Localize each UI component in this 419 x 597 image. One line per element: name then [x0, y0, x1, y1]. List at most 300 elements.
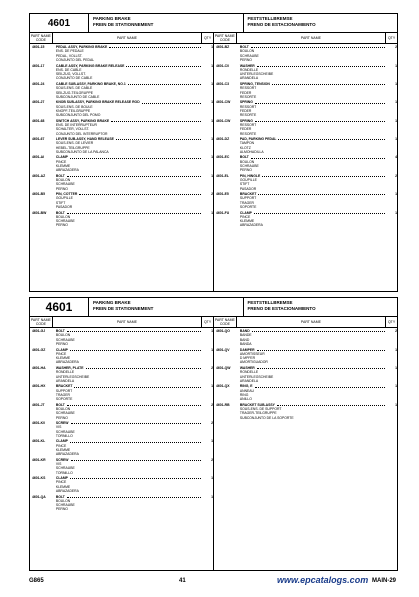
part-name-translation: PASADOR [239, 186, 257, 191]
part-names [240, 119, 387, 136]
part-name-text: BRACKET [239, 192, 257, 197]
part-row[interactable] [30, 192, 213, 209]
part-name-translation: RESSORT [239, 86, 257, 91]
title-line: PARKING BRAKE [93, 300, 131, 305]
part-name-text: BOLT [55, 329, 65, 334]
part-row[interactable] [30, 137, 213, 154]
part-name-translation: KLEMME [55, 164, 71, 169]
part-name-text: BRACKET SUB-ASSY [239, 402, 275, 407]
dot-leader [71, 421, 202, 424]
part-code: 4601-QO [216, 329, 230, 334]
part-name-translation: BOULON [55, 406, 71, 411]
part-names [56, 495, 203, 512]
part-code-header: PART NAME CODE [214, 318, 235, 326]
part-names [56, 82, 203, 99]
part-name-translation: RING [239, 392, 249, 397]
part-name-text: PEDAL ASSY, PARKING BRAKE [55, 45, 108, 50]
part-name-translation: ABRAZADERA [55, 452, 79, 457]
part-row[interactable] [30, 495, 213, 512]
part-names [56, 458, 203, 475]
part-name-text: BOLT [239, 45, 249, 50]
qty-header: QTY [387, 320, 396, 324]
title-de-es [244, 14, 398, 32]
dot-leader [74, 384, 201, 387]
part-names [56, 421, 203, 438]
dot-leader [278, 137, 385, 140]
part-name-translation: BOULON [55, 333, 71, 338]
part-qty: 2 [395, 329, 397, 334]
part-name-translation: CONJUNTO DE CABLE [55, 76, 93, 81]
part-name-translation: BOULON [55, 178, 71, 183]
part-row[interactable] [214, 211, 397, 228]
part-row[interactable] [30, 439, 213, 456]
part-name-translation: GOUPILLE [239, 178, 257, 183]
part-qty: 1 [211, 81, 213, 86]
part-name-header: PART NAME [53, 33, 202, 43]
part-qty: 1 [211, 476, 213, 481]
part-names [240, 403, 387, 420]
part-name-translation: SOUS-ENS. DE BOULE [55, 104, 93, 109]
part-row[interactable] [30, 329, 213, 346]
part-row[interactable] [30, 64, 213, 81]
part-row[interactable] [30, 45, 213, 62]
part-name-translation: PINCE [239, 214, 251, 219]
part-names [56, 439, 203, 456]
part-row[interactable] [214, 100, 397, 117]
part-name-translation: ARANDELA [239, 76, 259, 81]
part-name-translation: STIFT [239, 182, 250, 187]
part-code: 4601-KS [32, 476, 46, 481]
part-names [56, 155, 203, 172]
qty-header: QTY [387, 36, 396, 40]
part-code-header: PART NAME CODE [30, 34, 51, 42]
part-name-translation: RONDELLE [239, 67, 259, 72]
part-row[interactable] [214, 366, 397, 383]
part-name-header: PART NAME [237, 33, 386, 43]
part-name-translation: CONJUNTO DEL PEDAL [55, 58, 95, 63]
part-name-translation: PERNO [239, 168, 252, 173]
part-code: 4601-C3 [216, 81, 230, 86]
part-name-text: PIN, HINGLE [239, 173, 261, 178]
part-qty: 1 [211, 100, 213, 105]
model-code: G865 [29, 578, 44, 584]
part-name-text: WASHER [239, 365, 255, 370]
part-name-translation: RESSORT [239, 122, 257, 127]
part-name-translation: UNTERLEGSCHEIBE [55, 374, 90, 379]
part-names [56, 329, 203, 346]
part-name-translation: SOPORTE [55, 397, 73, 402]
part-name-translation: ABRAZADERA [55, 489, 79, 494]
part-row[interactable] [30, 403, 213, 420]
part-code: 4601-17 [32, 63, 45, 68]
qty-header: QTY [202, 33, 214, 43]
part-name-text: BRACKET [55, 384, 73, 389]
part-name-translation: SUPPORT [239, 196, 257, 201]
part-qty: 1 [211, 155, 213, 160]
part-name-text: KNOB SUB-ASSY, PARKING BRAKE RELEASE ROD [55, 100, 140, 105]
part-name-text: CABLE ASSY, PARKING BRAKE RELEASE [55, 63, 125, 68]
part-name-translation: RESORTE [239, 94, 257, 99]
part-name-translation: AMORTISSEUR [239, 351, 265, 356]
part-name-text: PIN, COTTER [55, 192, 78, 197]
dot-leader [86, 366, 202, 369]
parts-body [30, 328, 397, 570]
part-code: 4601-FU [216, 210, 230, 215]
part-names [240, 366, 387, 383]
part-name-text: BOLT [55, 210, 65, 215]
part-name-translation: BANDE [239, 333, 252, 338]
part-row[interactable] [214, 119, 397, 136]
part-code: 4601-CW [216, 118, 231, 123]
page-footer [29, 575, 396, 587]
section-header [30, 14, 397, 33]
part-name-text: LEVER SUB-ASSY, HAND RELEASE [55, 137, 114, 142]
part-row[interactable] [214, 155, 397, 172]
part-code: 4601-HX [32, 384, 46, 389]
section-header [30, 298, 397, 317]
part-qty: 1 [395, 137, 397, 142]
part-qty: 1 [211, 210, 213, 215]
dot-leader [109, 45, 201, 48]
part-row[interactable] [30, 174, 213, 191]
part-row[interactable] [214, 45, 397, 62]
part-name-text: SPRING [239, 118, 253, 123]
dot-leader [257, 64, 385, 67]
part-name-text: CABLE SUB-ASSY, PARKING BRAKE, NO.1 [55, 81, 126, 86]
part-row[interactable] [214, 174, 397, 191]
part-name-translation: KNOPF-TEILGRUPPE [55, 108, 91, 113]
part-names [240, 211, 387, 228]
part-row[interactable] [30, 211, 213, 228]
part-name-text: BOLT [55, 402, 65, 407]
part-name-translation: ABRAZADERA [55, 168, 79, 173]
part-code: 4601-EC [216, 155, 230, 160]
part-name-translation: RESORTE [239, 131, 257, 136]
part-names [56, 476, 203, 493]
part-name-translation: ARANDELA [239, 378, 259, 383]
part-name-translation: ENS. DE PEDALE [55, 49, 84, 54]
part-name-translation: PINCE [55, 443, 67, 448]
part-name-text: SCREW [55, 457, 69, 462]
dot-leader [272, 82, 385, 85]
part-code: 4601-C0 [216, 63, 230, 68]
column-headers [30, 317, 397, 328]
part-name-header: PART NAME [237, 317, 386, 327]
part-name-translation: FEDER [239, 108, 252, 113]
part-name-translation: KLEMME [55, 356, 71, 361]
part-names [240, 137, 387, 154]
part-qty: 4 [395, 155, 397, 160]
dot-leader [252, 329, 385, 332]
part-name-translation: TORNILLO [55, 433, 73, 438]
part-name-translation: RONDELLE [239, 370, 259, 375]
part-row[interactable] [214, 329, 397, 346]
part-qty: 1 [395, 100, 397, 105]
part-code: 4601-CW [216, 100, 231, 105]
part-name-translation: SCHRAUBE [55, 429, 75, 434]
part-name-translation: PERNO [239, 58, 252, 63]
part-qty: 1 [211, 173, 213, 178]
part-qty: 2 [211, 365, 213, 370]
part-qty: 2 [211, 402, 213, 407]
title-line: PARKING BRAKE [93, 16, 131, 21]
part-qty: 1 [211, 45, 213, 50]
part-qty: 2 [211, 192, 213, 197]
part-name-translation: UNTERLEGSCHEIBE [239, 72, 274, 77]
dot-leader [257, 366, 385, 369]
part-name-translation: ARANDELA [55, 378, 75, 383]
part-names [240, 45, 387, 62]
part-row[interactable] [214, 192, 397, 209]
part-qty: 1 [395, 384, 397, 389]
part-name-translation: PEDAL, VOLLST. [55, 53, 83, 58]
part-names [56, 45, 203, 62]
part-code: 4601-AI [32, 155, 45, 160]
part-row[interactable] [30, 366, 213, 383]
part-name-text: WASHER, PLATE [55, 365, 84, 370]
part-name-translation: VIS [55, 425, 62, 430]
part-names [240, 64, 387, 81]
title-en-fr [89, 14, 244, 32]
part-name-translation: PERNO [55, 223, 68, 228]
part-code: 4601-QX [216, 384, 230, 389]
part-names [56, 64, 203, 81]
part-name-text: BOLT [55, 173, 65, 178]
part-qty: 1 [211, 137, 213, 142]
part-row[interactable] [30, 421, 213, 438]
part-qty: 1 [211, 329, 213, 334]
part-names [56, 100, 203, 117]
part-name-text: CLAMP [239, 210, 252, 215]
group-number: 4601 [30, 298, 89, 316]
page-number: 41 [179, 578, 186, 584]
part-row[interactable] [30, 155, 213, 172]
part-names [56, 174, 203, 191]
dot-leader [251, 155, 385, 158]
part-row[interactable] [30, 82, 213, 99]
part-name-text: BAND [239, 329, 250, 334]
part-name-translation: ABRAZADERA [239, 223, 263, 228]
part-name-translation: SUBCONJUNTO DEL POMO [55, 113, 101, 118]
part-name-text: SPRING [239, 100, 253, 105]
part-name-translation: ENS. DE INTERRUPTEUR [55, 122, 97, 127]
part-qty: 2 [211, 421, 213, 426]
part-code-header: PART NAME CODE [214, 34, 235, 42]
part-name-translation: VIS [55, 462, 62, 467]
part-row[interactable] [30, 384, 213, 401]
part-name-translation: SOUS-ENS. DE CABLE [55, 86, 93, 91]
part-qty: 2 [395, 45, 397, 50]
title-en-fr [89, 298, 244, 316]
part-name-translation: KLEMME [239, 219, 255, 224]
part-row[interactable] [30, 458, 213, 475]
parts-column-right [213, 44, 397, 291]
part-names [240, 192, 387, 209]
part-name-translation: PINCE [55, 480, 67, 485]
part-name-translation: KLOTZ [239, 145, 251, 150]
part-name-translation: PERNO [55, 415, 68, 420]
dot-leader [277, 403, 385, 406]
part-row[interactable] [30, 100, 213, 117]
part-code: 4601-BZ [216, 45, 230, 50]
dot-leader [71, 458, 202, 461]
part-names [56, 137, 203, 154]
part-name-translation: HEBEL-TEILGRUPPE [55, 145, 90, 150]
part-code: 4601-RB [216, 402, 230, 407]
part-name-translation: PERNO [55, 342, 68, 347]
part-code: 4601-24 [32, 81, 45, 86]
part-code: 4601-15 [32, 45, 45, 50]
part-code: 4601-K0 [32, 421, 46, 426]
part-qty: 1 [395, 347, 397, 352]
part-name-translation: SCHRAUBE [55, 411, 75, 416]
part-names [240, 384, 387, 401]
part-code: 4601-68 [32, 118, 45, 123]
part-name-translation: TAMPON [239, 141, 255, 146]
part-name-translation: FEDER [239, 90, 252, 95]
dot-leader [255, 100, 385, 103]
parts-column-left [30, 328, 213, 570]
dot-leader [142, 100, 201, 103]
part-qty: 2 [395, 173, 397, 178]
part-row[interactable] [214, 403, 397, 420]
dot-leader [126, 64, 201, 67]
part-name-text: CLAMP [55, 155, 68, 160]
part-name-translation: BOULON [55, 214, 71, 219]
part-name-translation: RESORTE [239, 113, 257, 118]
dot-leader [255, 384, 386, 387]
part-names [56, 348, 203, 365]
part-name-text: PAD, PARKING PEDAL [239, 137, 277, 142]
part-name-text: BOLT [55, 494, 65, 499]
part-code: 4601-67 [32, 137, 45, 142]
part-qty: 1 [395, 402, 397, 407]
part-code: 4601-EL [216, 173, 230, 178]
part-names [240, 82, 387, 99]
part-name-translation: SOPORTE [239, 205, 257, 210]
title-line: FRENO DE ESTACIONAMIENTO [247, 306, 316, 311]
part-code: 4601-KL [32, 439, 46, 444]
part-code: 4601-HA [32, 365, 46, 370]
part-name-translation: BAND [239, 337, 250, 342]
part-name-text: DAMPER [239, 347, 255, 352]
part-name-translation: GOUPILLE [55, 196, 73, 201]
part-name-translation: RONDELLE [55, 370, 75, 375]
part-name-translation: KLEMME [55, 484, 71, 489]
part-qty: 1 [211, 494, 213, 499]
part-name-translation: TRAGER-TEILGRUPPE [239, 411, 277, 416]
dot-leader [128, 82, 201, 85]
title-line: FESTSTELLBREMSE [247, 16, 293, 21]
part-names [240, 329, 387, 346]
part-qty: 1 [395, 81, 397, 86]
group-number: 4601 [30, 14, 89, 32]
parts-section-1 [29, 13, 398, 292]
part-name-text: SPRING, TENSION [239, 81, 270, 86]
part-row[interactable] [30, 348, 213, 365]
part-name-translation: SCHRAUBE [55, 466, 75, 471]
part-name-text: CLAMP [55, 347, 68, 352]
part-row[interactable] [214, 64, 397, 81]
dot-leader [70, 476, 201, 479]
part-name-translation: PERNO [55, 507, 68, 512]
part-name-translation: SCHRAUBE [239, 164, 259, 169]
part-name-translation: FEDER [239, 127, 252, 132]
part-name-translation: ANILLO [239, 397, 252, 402]
part-name-text: CLAMP [55, 439, 68, 444]
part-name-translation: PINCE [55, 159, 67, 164]
dot-leader [262, 174, 385, 177]
part-name-translation: SCHALTER, VOLLST. [55, 127, 90, 132]
dot-leader [67, 403, 201, 406]
part-qty: 1 [211, 384, 213, 389]
part-name-translation: TRAGER [239, 200, 255, 205]
section-code: MAIN-29 [371, 578, 396, 584]
part-code: 4601-GJ [32, 329, 46, 334]
part-qty: 1 [395, 63, 397, 68]
part-row[interactable] [214, 348, 397, 365]
part-qty: 1 [211, 118, 213, 123]
part-qty: 1 [395, 192, 397, 197]
part-name-translation: ALMOHADILLA [239, 149, 264, 154]
part-row[interactable] [214, 384, 397, 401]
part-names [56, 192, 203, 209]
part-qty: 1 [395, 365, 397, 370]
part-name-translation: PERNO [55, 186, 68, 191]
part-qty: 1 [211, 63, 213, 68]
dot-leader [67, 211, 201, 214]
part-name-translation: SUBCONJUNTO DE LA SOPORTE [239, 415, 294, 420]
part-code: 4601-GZ [32, 347, 46, 352]
part-name-translation: RESSORT [239, 104, 257, 109]
part-name-translation: STIFT [55, 200, 66, 205]
part-name-text: RING, E [239, 384, 253, 389]
part-row[interactable] [30, 476, 213, 493]
dot-leader [258, 192, 385, 195]
part-row[interactable] [214, 137, 397, 154]
part-qty: 1 [395, 118, 397, 123]
part-names [240, 155, 387, 172]
qty-header: QTY [202, 317, 214, 327]
part-qty: 1 [395, 210, 397, 215]
part-row[interactable] [30, 119, 213, 136]
part-code: 4601-BW [32, 210, 47, 215]
title-line: FREIN DE STATIONNEMENT [93, 306, 154, 311]
title-line: FESTSTELLBREMSE [247, 300, 293, 305]
parts-column-left [30, 44, 213, 291]
part-name-translation: TRAGER [55, 392, 71, 397]
part-name-translation: KLEMME [55, 448, 71, 453]
part-name-translation: AMORTIGUADOR [239, 360, 268, 365]
part-code: 4601-E5 [216, 192, 229, 197]
part-name-translation: BOULON [239, 159, 255, 164]
watermark[interactable]: www.epcatalogs.com [277, 575, 369, 585]
part-names [56, 211, 203, 228]
part-name-translation: PINCE [55, 351, 67, 356]
dot-leader [70, 155, 201, 158]
part-name-translation: SUPPORT [55, 388, 73, 393]
part-name-translation: BANDA [239, 342, 252, 347]
part-row[interactable] [214, 82, 397, 99]
dot-leader [79, 192, 201, 195]
part-code: 4601-B5 [32, 192, 46, 197]
part-qty: 2 [211, 457, 213, 462]
part-name-translation: PASADOR [55, 205, 73, 210]
title-line: FRENO DE ESTACIONAMIENTO [247, 22, 316, 27]
part-name-translation: TORNILLO [55, 470, 73, 475]
dot-leader [257, 348, 385, 351]
dot-leader [116, 137, 201, 140]
